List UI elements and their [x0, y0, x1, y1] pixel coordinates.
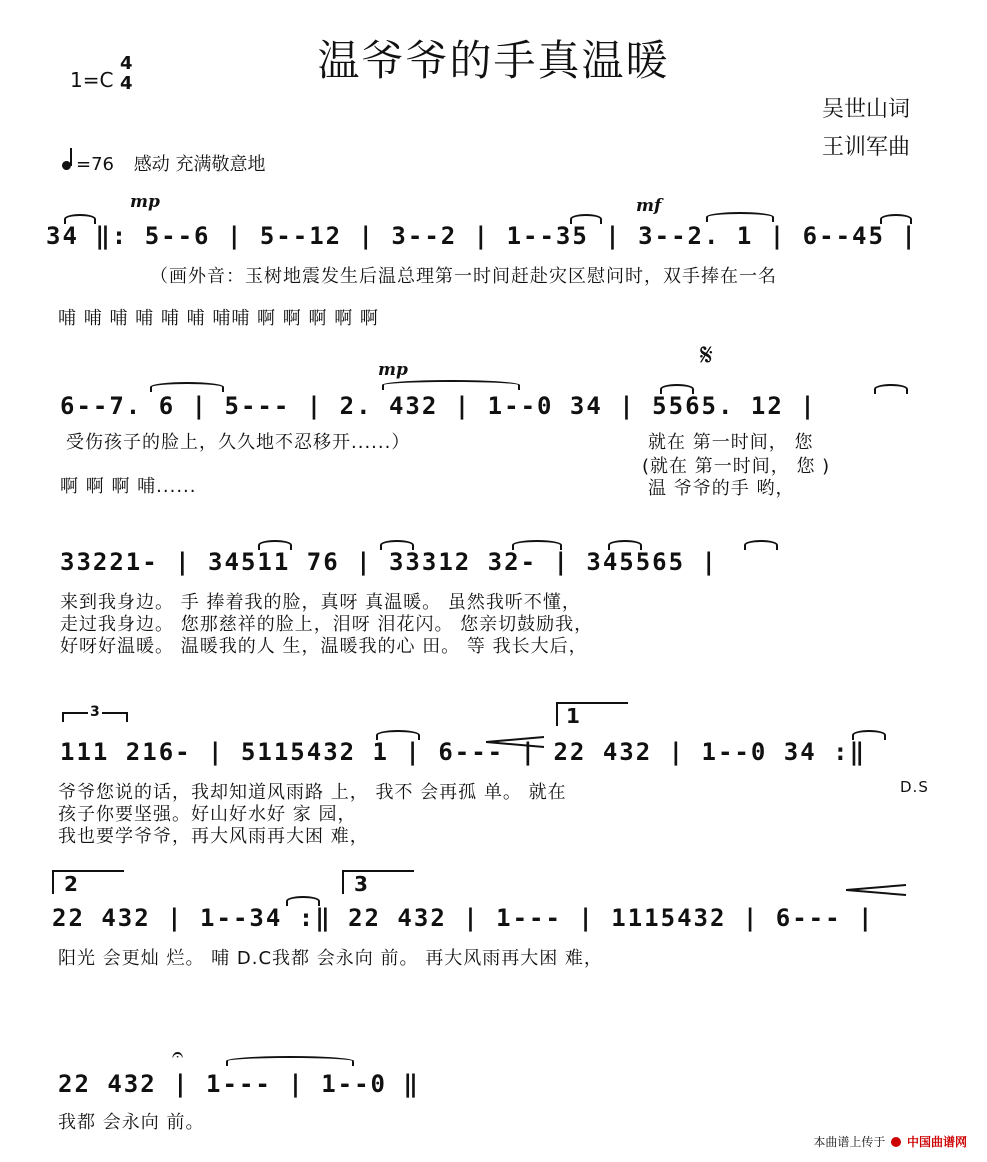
hum-line-1: 哺 哺 哺 哺 哺 哺 哺哺 啊 啊 啊 啊 啊	[58, 308, 379, 329]
slur-mark	[660, 384, 694, 394]
slur-mark	[570, 214, 602, 224]
volta-number-3: 3	[354, 872, 368, 896]
segno-icon: 𝄋	[700, 338, 713, 373]
volta-number-1: 1	[566, 704, 580, 728]
key-signature: 1=C	[70, 68, 114, 92]
footer-credit: 本曲谱上传于 中国曲谱网	[813, 1135, 967, 1149]
tie-mark	[150, 382, 224, 392]
site-logo-icon	[891, 1137, 901, 1147]
triplet-number: 3	[90, 704, 100, 720]
notation-row-3: 33221- | 34511 76 | 33312 32- | 345565 |	[60, 548, 718, 576]
dynamic-mp: mp	[130, 192, 160, 212]
notation-row-2: 6--7. 6 | 5--- | 2. 432 | 1--0 34 | 5565. 12 |	[60, 392, 817, 420]
notation-row-1: 34 ‖: 5--6 | 5--12 | 3--2 | 1--35 | 3--2. 1 | 6--45 |	[46, 222, 918, 250]
dynamic-mf: mf	[636, 196, 662, 216]
lyric-row-6: 我都 会永向 前。	[58, 1112, 205, 1133]
lyric-row-3-verse-1: 来到我身边。 手 捧着我的脸，真呀 真温暖。 虽然我听不懂，	[60, 592, 581, 613]
slur-mark	[880, 214, 912, 224]
slur-mark	[382, 380, 520, 390]
lyric-row-3-verse-2: 走过我身边。 您那慈祥的脸上，泪呀 泪花闪。 您亲切鼓励我，	[60, 614, 594, 635]
slur-mark	[874, 384, 908, 394]
slur-mark	[376, 730, 420, 740]
lyric-row-4-verse-1: 爷爷您说的话，我却知道风雨路 上， 我不 会再孤 单。 就在	[58, 782, 567, 803]
tie-mark	[226, 1056, 354, 1066]
composer-credit: 王训军曲	[822, 135, 911, 160]
slur-mark	[64, 214, 96, 224]
lyric-row-3-verse-3: 好呀好温暖。 温暖我的人 生，温暖我的心 田。 等 我长大后，	[60, 636, 588, 657]
notation-row-5: 22 432 | 1--34 :‖ 22 432 | 1--- | 1115432 | 6--- |	[52, 904, 875, 932]
volta-bracket-2	[52, 870, 124, 894]
lyric-row-4-verse-3: 我也要学爷爷，再大风雨再大困 难，	[58, 826, 369, 847]
expression-text: 感动 充满敬意地	[133, 154, 266, 175]
dynamic-mp-2: mp	[378, 360, 408, 380]
lyricist-credit: 吴世山词	[822, 97, 911, 122]
slur-mark	[286, 896, 320, 906]
hum-line-2: 啊 啊 啊 哺......	[60, 476, 197, 497]
slur-mark	[744, 540, 778, 550]
fermata-icon: 𝄐	[172, 1042, 184, 1066]
site-brand[interactable]: 中国曲谱网	[906, 1135, 967, 1149]
diminuendo-icon	[846, 884, 908, 896]
song-title: 温爷爷的手真温暖	[317, 36, 670, 85]
notation-row-6: 22 432 | 1--- | 1--0 ‖	[58, 1070, 420, 1098]
time-signature: 4 4	[120, 53, 133, 94]
lyric-row-5: 阳光 会更灿 烂。 哺 D.C我都 会永向 前。 再大风雨再大困 难，	[58, 948, 603, 969]
ds-marking: D.S	[900, 778, 929, 796]
tie-mark	[706, 212, 774, 222]
slur-mark	[380, 540, 414, 550]
tempo-marking: =76 感动 充满敬意地	[62, 148, 265, 176]
lyric-row-4-verse-2: 孩子你要坚强。好山好水好 家 园，	[58, 804, 357, 825]
slur-mark	[512, 540, 562, 550]
slur-mark	[852, 730, 886, 740]
slur-mark	[258, 540, 292, 550]
narration-line-2: 受伤孩子的脸上，久久地不忍移开......）	[66, 432, 411, 453]
lyric-verse-3: 温 爷爷的手 哟，	[648, 478, 795, 499]
lyric-verse-2: (就在 第一时间， 您 )	[642, 456, 831, 477]
narration-line-1: （画外音：玉树地震发生后温总理第一时间赶赴灾区慰问时，双手捧在一名	[150, 266, 777, 287]
notation-row-4: 111 216- | 5115432 1 | 6--- | 22 432 | 1--0 34 :‖	[60, 738, 867, 766]
lyric-verse-1: 就在 第一时间， 您	[648, 432, 814, 453]
slur-mark	[608, 540, 642, 550]
volta-number-2: 2	[64, 872, 78, 896]
volta-bracket-3	[342, 870, 414, 894]
